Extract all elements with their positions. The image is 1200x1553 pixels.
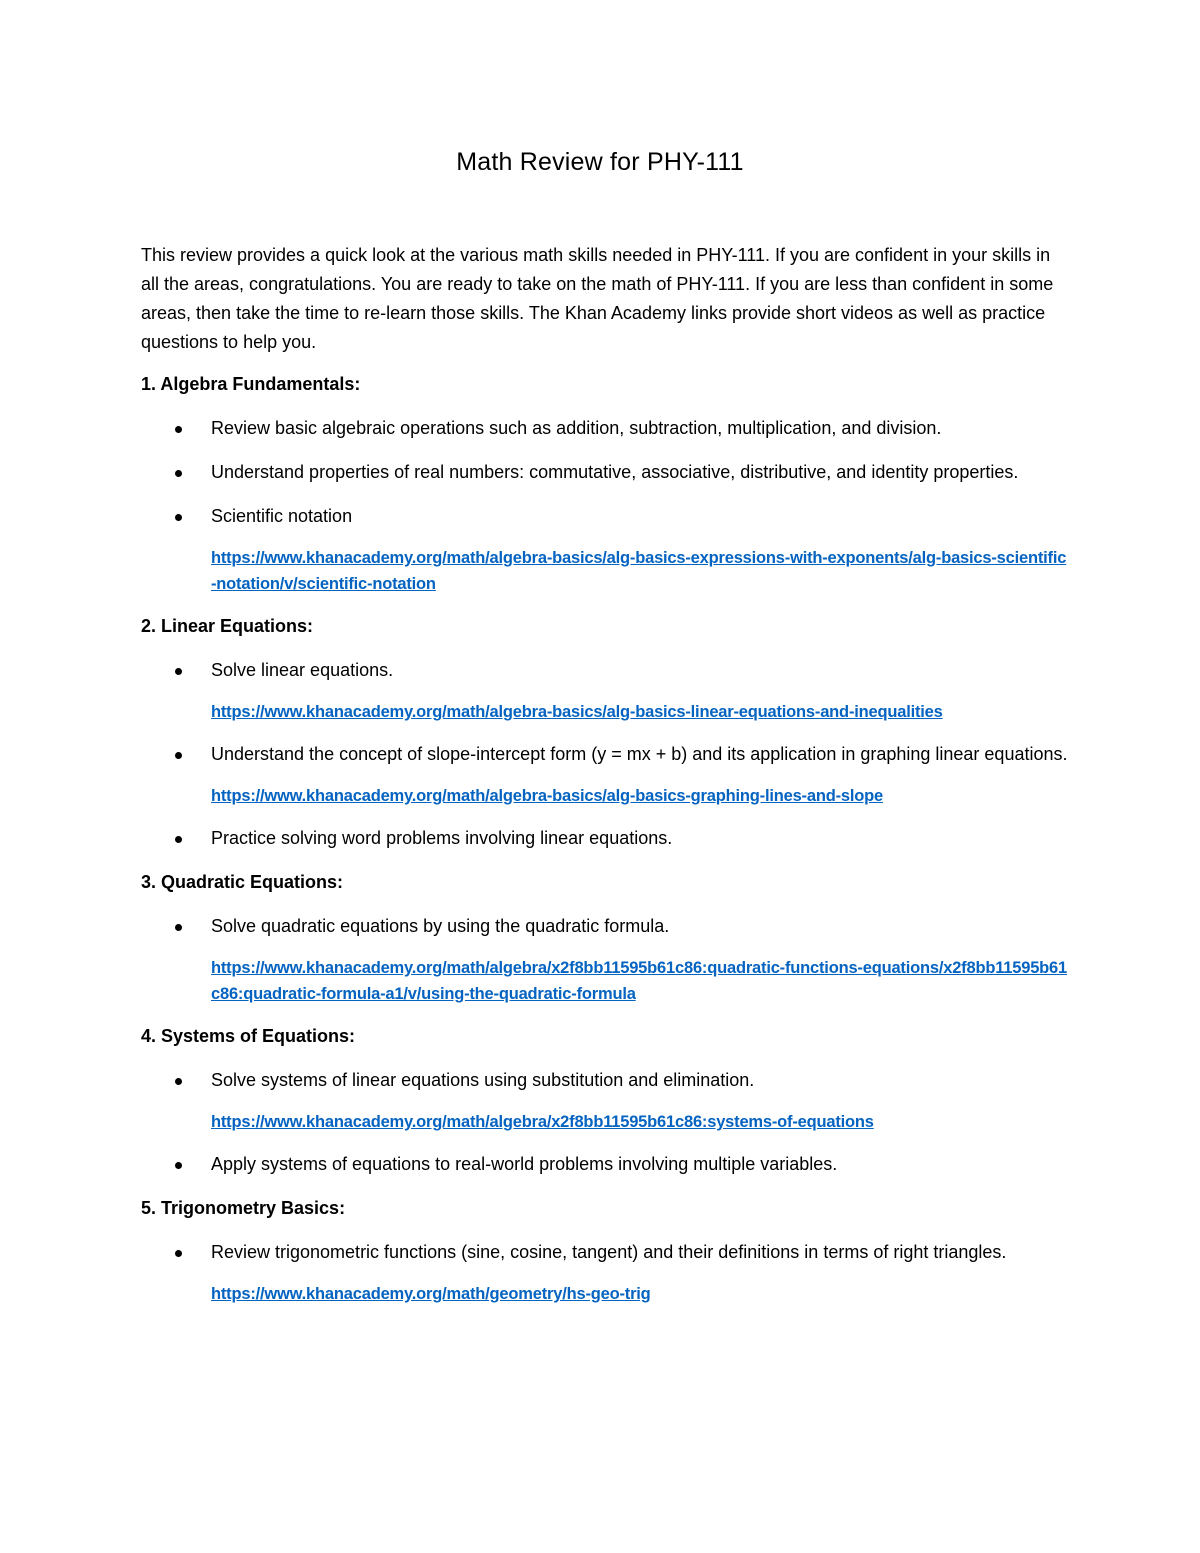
list-item-text: Review basic algebraic operations such as addition, subtraction, multiplication, and division. — [211, 418, 942, 438]
khan-academy-link[interactable]: https://www.khanacademy.org/math/algebra-basics/alg-basics-expressions-with-exponents/alg-basics-scientific-notation/v/scientific-notation — [211, 549, 1067, 593]
list-item-text: Solve quadratic equations by using the quadratic formula. — [211, 916, 670, 936]
list-item-text: Understand properties of real numbers: commutative, associative, distributive, and identity properties. — [211, 462, 1019, 482]
list-item — [141, 740, 1071, 809]
section-heading: 2. Linear Equations: — [141, 616, 314, 636]
khan-academy-link[interactable]: https://www.khanacademy.org/math/algebra-basics/alg-basics-linear-equations-and-inequalities — [211, 703, 943, 721]
bullet-icon — [175, 1078, 182, 1085]
list-item-text: Review trigonometric functions (sine, cosine, tangent) and their definitions in terms of right triangles. — [211, 1242, 1007, 1262]
list-item — [141, 912, 1071, 1007]
bullet-icon — [175, 1162, 182, 1169]
intro-paragraph: This review provides a quick look at the various math skills needed in PHY-111. If you are confident in your skills in all the areas, congratulations. You are ready to take on the math of PHY-111. If you are less than confident in some areas, then take the time to re-learn those skills. The Khan Academy links provide short videos as well as practice questions to help you. — [141, 245, 1054, 352]
section-heading: 1. Algebra Fundamentals: — [141, 374, 361, 394]
list-item — [141, 502, 1071, 597]
list-item-text: Apply systems of equations to real-world problems involving multiple variables. — [211, 1154, 838, 1174]
list-item — [141, 458, 1071, 487]
khan-academy-link[interactable]: https://www.khanacademy.org/math/geometry/hs-geo-trig — [211, 1285, 651, 1303]
khan-academy-link[interactable]: https://www.khanacademy.org/math/algebra/x2f8bb11595b61c86:quadratic-functions-equations/x2f8bb11595b61c86:quadratic-formula-a1/v/using-the-quadratic-formula — [211, 959, 1068, 1003]
khan-academy-link[interactable]: https://www.khanacademy.org/math/algebra/x2f8bb11595b61c86:systems-of-equations — [211, 1113, 874, 1131]
list-item — [141, 1238, 1071, 1307]
bullet-icon — [175, 1250, 182, 1257]
sections-container — [141, 370, 1071, 1322]
list-item — [141, 1150, 1071, 1179]
page-title: Math Review for PHY-111 — [456, 148, 744, 176]
section-3 — [141, 868, 1071, 1007]
section-5 — [141, 1194, 1071, 1307]
list-item — [141, 824, 1071, 853]
section-heading: 3. Quadratic Equations: — [141, 872, 344, 892]
list-item — [141, 656, 1071, 725]
list-item-text: Solve linear equations. — [211, 660, 394, 680]
bullet-icon — [175, 514, 182, 521]
bullet-icon — [175, 752, 182, 759]
khan-academy-link[interactable]: https://www.khanacademy.org/math/algebra-basics/alg-basics-graphing-lines-and-slope — [211, 787, 883, 805]
section-4 — [141, 1022, 1071, 1179]
bullet-icon — [175, 836, 182, 843]
section-1 — [141, 370, 1071, 597]
section-heading: 5. Trigonometry Basics: — [141, 1198, 346, 1218]
list-item-text: Scientific notation — [211, 506, 353, 526]
list-item — [141, 414, 1071, 443]
list-item-text: Solve systems of linear equations using substitution and elimination. — [211, 1070, 755, 1090]
list-item-text: Practice solving word problems involving linear equations. — [211, 828, 673, 848]
list-item-text: Understand the concept of slope-intercept form (y = mx + b) and its application in graphing linear equations. — [211, 744, 1068, 764]
section-heading: 4. Systems of Equations: — [141, 1026, 356, 1046]
section-2 — [141, 612, 1071, 853]
bullet-icon — [175, 470, 182, 477]
list-item — [141, 1066, 1071, 1135]
bullet-icon — [175, 924, 182, 931]
bullet-icon — [175, 668, 182, 675]
bullet-icon — [175, 426, 182, 433]
